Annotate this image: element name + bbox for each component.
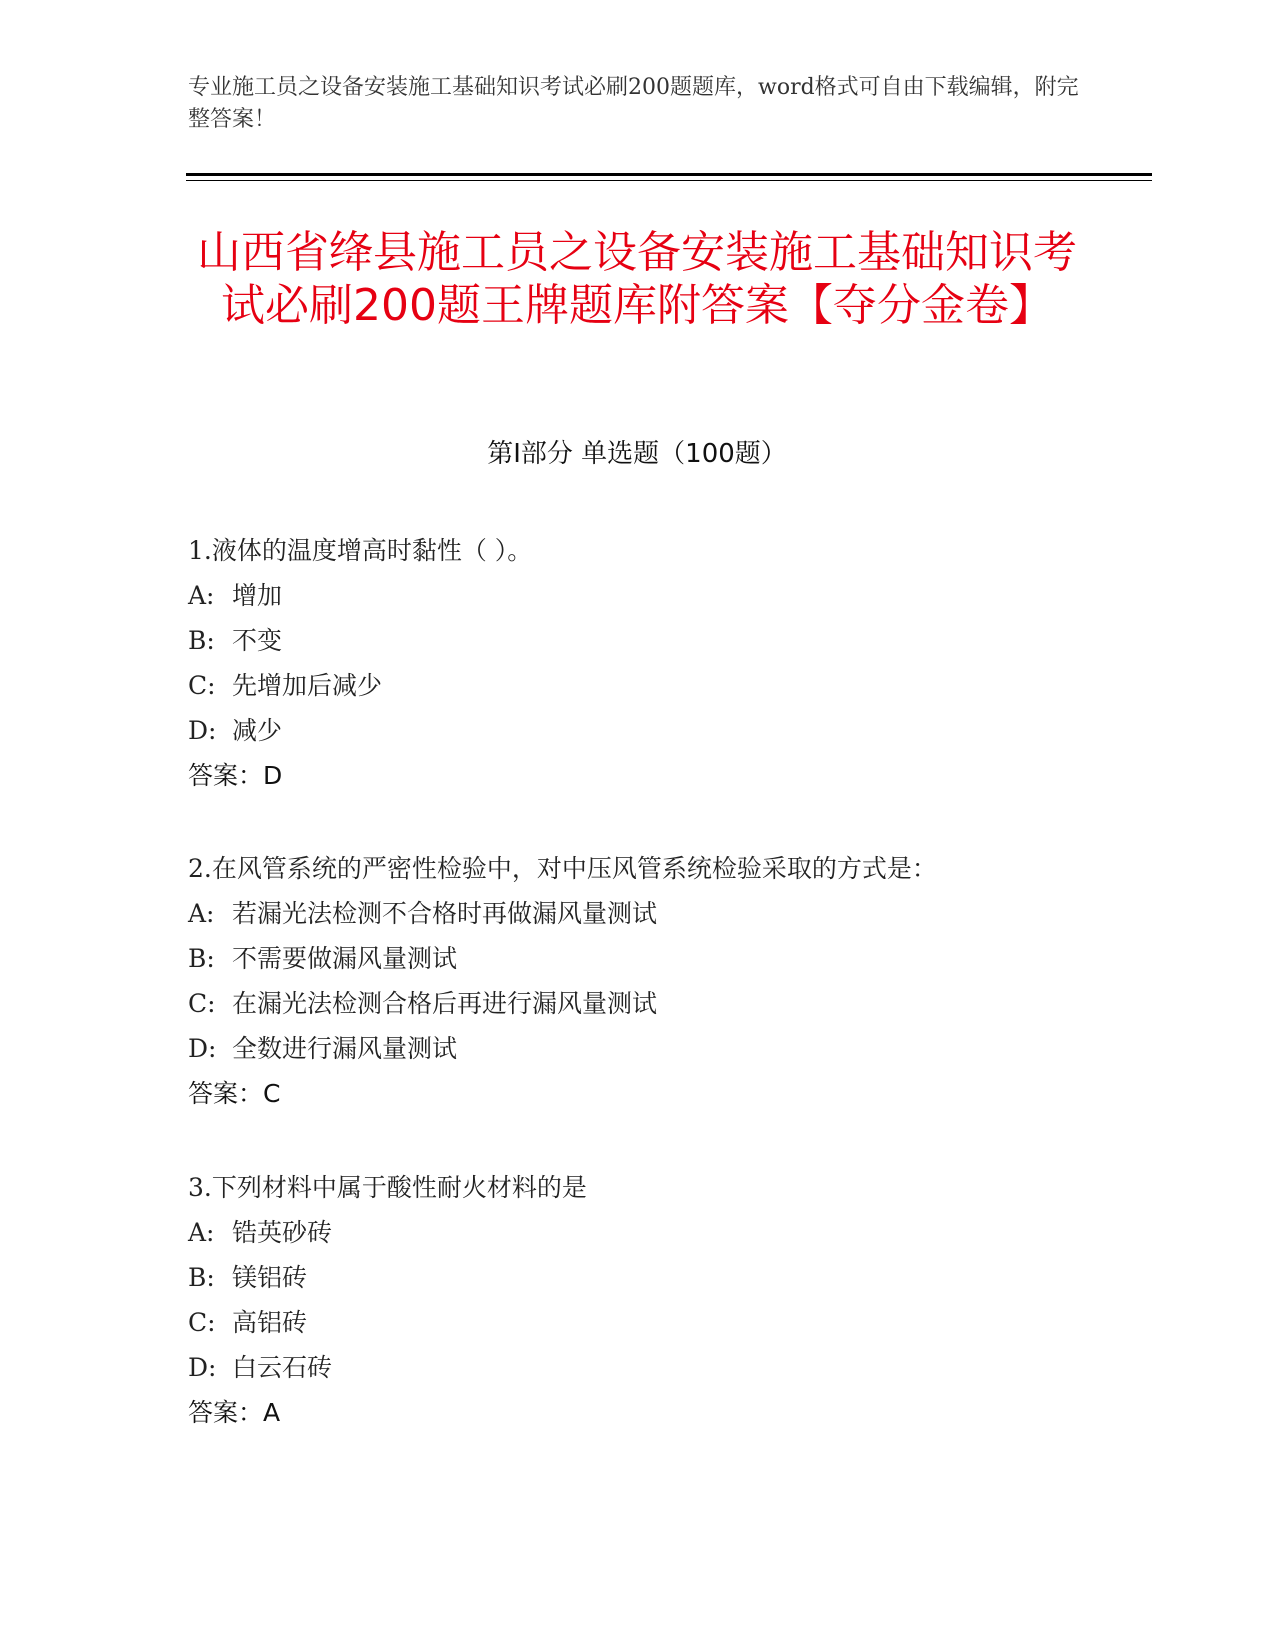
option-letter: D: <box>188 1034 217 1063</box>
header-note: 专业施工员之设备安装施工基础知识考试必刷200题题库，word格式可自由下载编辑，附完整答案！ <box>188 75 1079 132</box>
answer: 答案：C <box>188 1079 281 1108</box>
option-c <box>188 663 1088 708</box>
question-stem: 3.下列材料中属于酸性耐火材料的是 <box>188 1173 587 1202</box>
option-d <box>188 1345 1088 1390</box>
option-a <box>188 891 1088 936</box>
option-text: 白云石砖 <box>232 1353 333 1382</box>
option-letter: D: <box>188 716 217 745</box>
option-letter: D: <box>188 1353 217 1382</box>
option-letter: B: <box>188 1263 215 1292</box>
option-text: 不变 <box>232 626 283 655</box>
question-3 <box>188 1165 1088 1435</box>
question-2 <box>188 846 1088 1116</box>
option-a <box>188 573 1088 618</box>
option-d <box>188 1026 1088 1071</box>
option-text: 减少 <box>232 716 283 745</box>
option-letter: C: <box>188 1308 216 1337</box>
option-text: 全数进行漏风量测试 <box>232 1034 458 1063</box>
option-text: 先增加后减少 <box>232 671 383 700</box>
option-text: 若漏光法检测不合格时再做漏风量测试 <box>232 899 658 928</box>
option-letter: B: <box>188 944 215 973</box>
option-letter: C: <box>188 989 216 1018</box>
option-letter: B: <box>188 626 215 655</box>
header-rule-thick <box>186 173 1152 176</box>
option-text: 镁铝砖 <box>232 1263 308 1292</box>
option-b <box>188 618 1088 663</box>
option-d <box>188 708 1088 753</box>
option-b <box>188 936 1088 981</box>
option-text: 锆英砂砖 <box>232 1218 333 1247</box>
option-letter: A: <box>188 899 215 928</box>
option-text: 增加 <box>232 581 283 610</box>
option-letter: C: <box>188 671 216 700</box>
question-stem: 2.在风管系统的严密性检验中，对中压风管系统检验采取的方式是： <box>188 854 937 883</box>
option-letter: A: <box>188 581 215 610</box>
question-stem: 1.液体的温度增高时黏性（ ）。 <box>188 536 533 565</box>
option-text: 高铝砖 <box>232 1308 308 1337</box>
section-heading: 第I部分 单选题（100题） <box>487 439 787 469</box>
option-c <box>188 981 1088 1026</box>
option-letter: A: <box>188 1218 215 1247</box>
header-rule-thin <box>186 180 1152 181</box>
option-text: 不需要做漏风量测试 <box>232 944 458 973</box>
question-1 <box>188 528 1088 798</box>
answer: 答案：A <box>188 1398 281 1427</box>
answer: 答案：D <box>188 761 283 790</box>
option-c <box>188 1300 1088 1345</box>
option-text: 在漏光法检测合格后再进行漏风量测试 <box>232 989 658 1018</box>
option-a <box>188 1210 1088 1255</box>
option-b <box>188 1255 1088 1300</box>
document-title: 山西省绛县施工员之设备安装施工基础知识考试必刷200题王牌题库附答案【夺分金卷】 <box>197 227 1077 331</box>
